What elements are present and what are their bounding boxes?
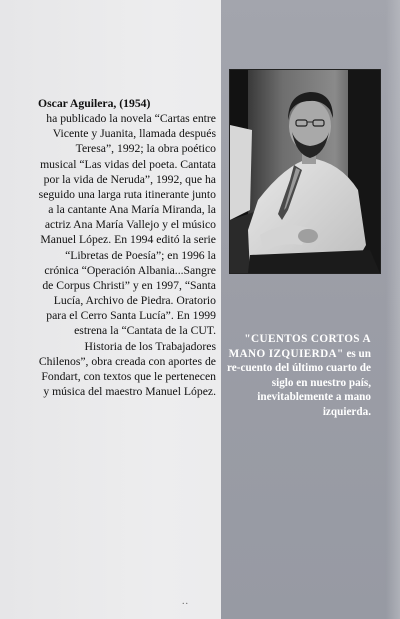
author-photo [229, 69, 381, 274]
author-photo-image [230, 70, 380, 273]
bio-lead-line [38, 96, 216, 111]
book-blurb [226, 332, 371, 420]
author-name: Oscar Aguilera, (1954) [38, 97, 151, 110]
author-biography [38, 96, 216, 399]
blurb-text: es un re-cuento del último cuarto de siglo en nuestro país, inevitablemente a mano izquierda. [227, 347, 371, 418]
book-title-quote: "CUENTOS CORTOS A MANO IZQUIERDA" [228, 333, 371, 360]
bio-text: ha publicado la novela “Cartas entre Vicente y Juanita, llamada después Teresa”, 1992; la obra poético musical “Las vidas del poeta. Cantata por la vida de Neruda”, 1992, que ha seguido una larga ruta itinerante junto a la cantante Ana María Miranda, la actriz Ana María Vallejo y el músico Manuel López. En 1994 editó la serie “Libretas de Poesía”; en 1996 la crónica “Operación Albania...Sangre de Corpus Christi” y en 1997, “Santa Lucía, Archivo de Piedra. Oratorio para el Cerro Santa Lucía”. En 1999 estrena la “Cantata de la CUT. Historia de los Trabajadores Chilenos”, obra creada con aportes de Fondart, con textos que le pertenecen y música del maestro Manuel López. [38, 112, 216, 398]
footer-mark: .. [182, 596, 189, 607]
